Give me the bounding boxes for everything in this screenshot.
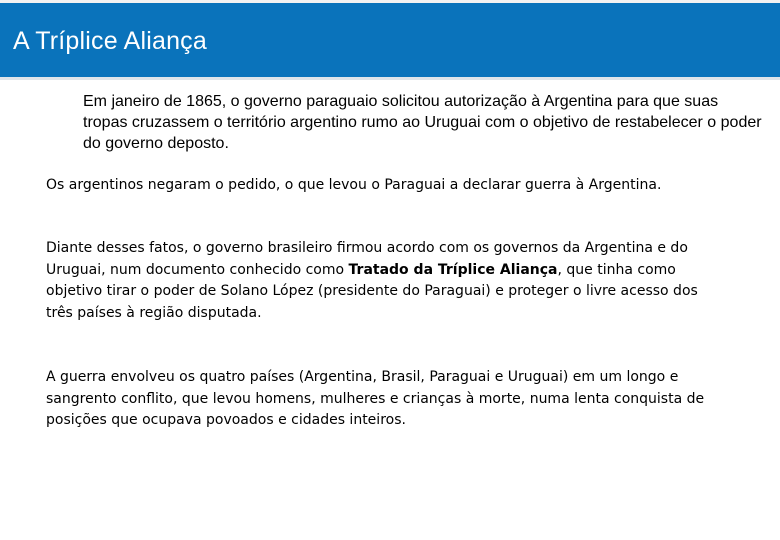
- paragraph-treaty: [46, 238, 726, 324]
- title-bar: [0, 0, 780, 80]
- treaty-name: Tratado da Tríplice Aliança: [348, 261, 558, 278]
- slide-title: A Tríplice Aliança: [13, 27, 207, 55]
- paragraph-war-description: A guerra envolveu os quatro países (Argentina, Brasil, Paraguai e Uruguai) em um longo e sangrento conflito, que levou homens, mulheres e crianças à morte, numa lenta conquista de posições que ocupava povoados e cidades inteiros.: [46, 369, 705, 428]
- paragraph-treaty-text-after: , que tinha como objetivo tirar o poder de Solano López (presidente do Paraguai) e proteger o livre acesso dos três países à região disputada.: [46, 261, 698, 321]
- paragraph-argentine-refusal: Os argentinos negaram o pedido, o que levou o Paraguai a declarar guerra à Argentina.: [46, 177, 662, 193]
- intro-paragraph: Em janeiro de 1865, o governo paraguaio solicitou autorização à Argentina para que suas tropas cruzassem o território argentino rumo ao Uruguai com o objetivo de restabelecer o poder do governo deposto.: [83, 93, 762, 152]
- paragraph-treaty-text-before: Diante desses fatos, o governo brasileiro firmou acordo com os governos da Argentina e do Uruguai, num documento conhecido como: [46, 240, 688, 278]
